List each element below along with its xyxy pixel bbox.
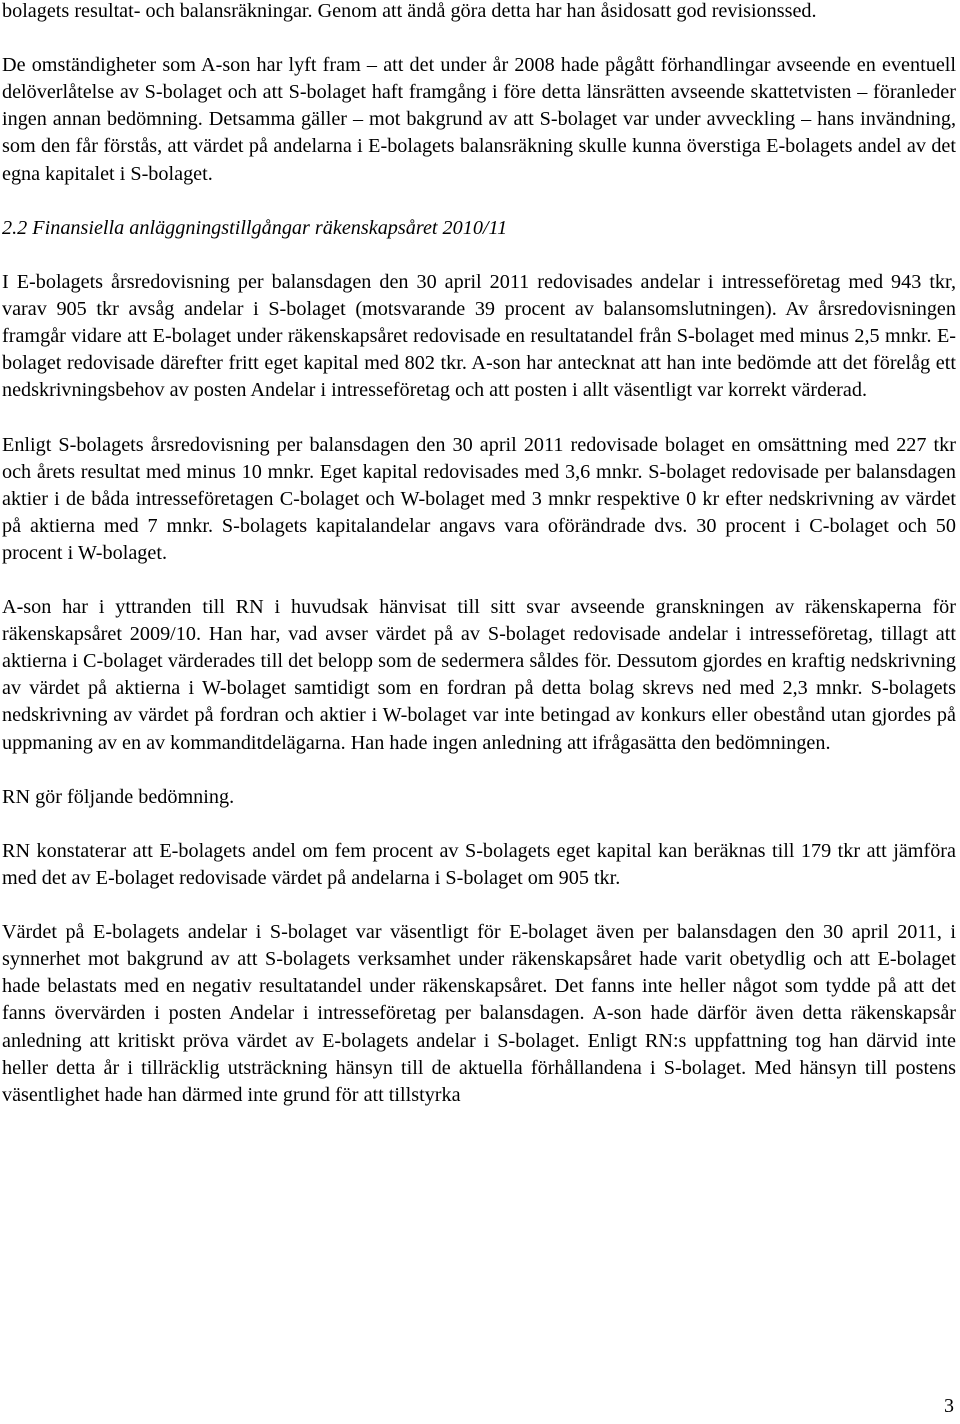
document-page: [2, 0, 956, 1136]
section-heading: 2.2 Finansiella anläggningstillgångar räkenskapsåret 2010/11: [2, 216, 508, 239]
paragraph-value-assessment: Värdet på E-bolagets andelar i S-bolaget var väsentligt för E-bolaget även per balansdagen den 30 april 2011, i synnerhet mot bakgrund av att S-bolagets verksamhet under räkenskapsåret hade varit obetydlig och att E-bolaget hade belastats med en negativ resultatandel under räkenskapsåret. Det fanns inte heller något som tydde på att det fanns övervärden i posten Andelar i intresseföretag per balansdagen. A-son hade därför även detta räkenskapsår anledning att kritiskt pröva värdet av E-bolagets andelar i S-bolaget. Enligt RN:s uppfattning tog han därvid inte heller detta år i tillräcklig utsträckning hänsyn till de aktuella förhållandena i S-bolaget. Med hänsyn till postens väsentlighet hade han därmed inte grund för att tillstyrka: [2, 921, 956, 1106]
paragraph-rn-assessment-intro: RN gör följande bedömning.: [2, 785, 235, 808]
page-number: 3: [944, 1395, 954, 1417]
paragraph-annual-report-s: Enligt S-bolagets årsredovisning per balansdagen den 30 april 2011 redovisade bolaget en omsättning med 227 tkr och årets resultat med minus 10 mnkr. Eget kapital redovisades med 3,6 mnkr. S-bolaget redovisade per balansdagen aktier i de båda intresseföretagen C-bolaget och W-bolaget med 3 mnkr respektive 0 kr efter nedskrivning av värdet på aktierna med 7 mnkr. S-bolagets kapitalandelar angavs vara oförändrade dvs. 30 procent i C-bolaget och 50 procent i W-bolaget.: [2, 433, 956, 564]
paragraph-rn-finding: RN konstaterar att E-bolagets andel om fem procent av S-bolagets eget kapital kan beräknas till 179 tkr att jämföra med det av E-bolaget redovisade värdet på andelarna i S-bolaget om 905 tkr.: [2, 839, 956, 889]
paragraph-circumstances: De omständigheter som A-son har lyft fram – att det under år 2008 hade pågått förhandlingar avseende en eventuell delöverlåtelse av S-bolaget och att S-bolaget haft framgång i före detta länsrätten avseende skattetvisten – föranleder ingen annan bedömning. Detsamma gäller – mot bakgrund av att S-bolaget var under avveckling – hans invändning, som den får förstås, att värdet på andelarna i E-bolagets balansräkning skulle kunna överstiga E-bolagets andel av det egna kapitalet i S-bolaget.: [2, 54, 956, 185]
paragraph-annual-report-e: I E-bolagets årsredovisning per balansdagen den 30 april 2011 redovisades andelar i intresseföretag med 943 tkr, varav 905 tkr avsåg andelar i S-bolaget (motsvarande 39 procent av balansomslutningen). Av årsredovisningen framgår vidare att E-bolaget under räkenskapsåret redovisade en resultatandel från S-bolaget med minus 2,5 mnkr. E-bolaget redovisade därefter fritt eget kapital med 802 tkr. A-son har antecknat att han inte bedömde att det förelåg ett nedskrivningsbehov av posten Andelar i intresseföretag och att posten i allt väsentligt var korrekt värderad.: [2, 270, 956, 402]
paragraph-a-son-statement: A-son har i yttranden till RN i huvudsak hänvisat till sitt svar avseende granskningen av räkenskaperna för räkenskapsåret 2009/10. Han har, vad avser värdet på av S-bolaget redovisade andelar i intresseföretag, tillagt att aktierna i C-bolaget värderades till det belopp som de sedermera såldes för. Dessutom gjordes en kraftig nedskrivning av värdet på aktierna i W-bolaget samtidigt som en fordran på detta bolag skrevs ned med 2,3 mnkr. S-bolagets nedskrivning av värdet på fordran och aktier i W-bolaget var inte betingad av konkurs eller obestånd utan gjordes på uppmaning av en av kommanditdelägarna. Han hade ingen anledning att ifrågasätta den bedömningen.: [2, 596, 956, 754]
paragraph-continuation: bolagets resultat- och balansräkningar. Genom att ändå göra detta har han åsidosatt god revisionssed.: [2, 0, 817, 22]
